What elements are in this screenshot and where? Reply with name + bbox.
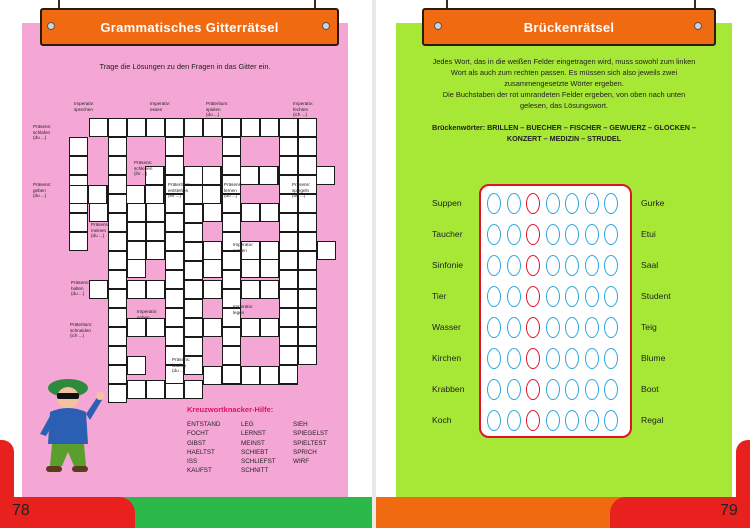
letter-field[interactable]	[565, 348, 579, 369]
page-number: 79	[720, 502, 738, 519]
crossword-cell[interactable]	[184, 380, 203, 399]
crossword-cell[interactable]	[108, 251, 127, 270]
crossword-cell[interactable]	[165, 156, 184, 175]
letter-field[interactable]	[585, 410, 599, 431]
letter-field[interactable]	[604, 348, 618, 369]
crossword-cell[interactable]	[108, 232, 127, 251]
crossword-clue: Präsens: schleben (ihr ...)	[134, 160, 153, 177]
crossword-cell[interactable]	[279, 118, 298, 137]
crossword-cell[interactable]	[279, 327, 298, 346]
crossword-cell[interactable]	[127, 118, 146, 137]
crossword-cell[interactable]	[108, 346, 127, 365]
crossword-clue: Imperativ: essen	[150, 101, 171, 112]
letter-field[interactable]	[546, 224, 560, 245]
crossword-cell[interactable]	[184, 261, 203, 280]
crossword-clue: Imperativ: legen	[233, 304, 254, 315]
bridge-left-word: Koch	[432, 415, 452, 425]
solution-letter-field[interactable]	[526, 410, 540, 431]
crossword-cell[interactable]	[241, 318, 260, 337]
crossword-cell[interactable]	[108, 175, 127, 194]
letter-field[interactable]	[487, 286, 501, 307]
letter-field[interactable]	[604, 286, 618, 307]
bridge-right-word: Gurke	[641, 198, 665, 208]
crossword-cell[interactable]	[279, 346, 298, 365]
crossword-cell[interactable]	[165, 251, 184, 270]
crossword-cell[interactable]	[260, 318, 279, 337]
crossword-cell[interactable]	[127, 259, 146, 278]
letter-field[interactable]	[565, 410, 579, 431]
crossword-clue: Imperativ: werfen	[233, 242, 254, 253]
crossword-cell[interactable]	[184, 337, 203, 356]
crossword-cell[interactable]	[203, 203, 222, 222]
crossword-clue: Präsens: halten (du ...)	[71, 280, 90, 297]
letter-field[interactable]	[565, 317, 579, 338]
crossword-cell[interactable]	[108, 327, 127, 346]
crossword-cell[interactable]	[108, 289, 127, 308]
crossword-cell[interactable]	[184, 223, 203, 242]
crossword-clue: Präsens: kaufen (du ...)	[172, 357, 191, 374]
crossword-clue: Präsens: geben (du ...)	[33, 182, 52, 199]
bridge-left-word: Tier	[432, 291, 447, 301]
crossword-cell[interactable]	[127, 241, 146, 260]
letter-field[interactable]	[487, 193, 501, 214]
crossword-cell[interactable]	[203, 318, 222, 337]
crossword-cell[interactable]	[146, 241, 165, 260]
hint-column-2: LEG LERNST MEINST SCHIEBT SCHLIEFST SCHNITT	[241, 421, 276, 475]
crossword-cell[interactable]	[69, 185, 88, 204]
bridge-right-word: Boot	[641, 384, 659, 394]
crossword-cell[interactable]	[165, 213, 184, 232]
bridge-right-word: Regal	[641, 415, 664, 425]
crossword-cell[interactable]	[222, 137, 241, 156]
bridge-left-word: Wasser	[432, 322, 461, 332]
solution-letter-field[interactable]	[526, 348, 540, 369]
crossword-cell[interactable]	[108, 137, 127, 156]
page-title-plank	[40, 8, 339, 46]
crossword-cell[interactable]	[165, 137, 184, 156]
letter-field[interactable]	[604, 410, 618, 431]
crossword-cell[interactable]	[222, 346, 241, 365]
letter-field[interactable]	[585, 286, 599, 307]
crossword-cell[interactable]	[260, 241, 279, 260]
bridge-right-word: Teig	[641, 322, 657, 332]
crossword-cell[interactable]	[240, 166, 259, 185]
crossword-cell[interactable]	[69, 213, 88, 232]
page-title: Grammatisches Gitterrätsel	[100, 19, 279, 35]
letter-field[interactable]	[546, 410, 560, 431]
letter-field[interactable]	[604, 193, 618, 214]
crossword-cell[interactable]	[260, 280, 279, 299]
crossword-cell[interactable]	[222, 213, 241, 232]
crossword-clue: Präteritum: schneiden (ich ...)	[70, 322, 93, 339]
crossword-cell[interactable]	[260, 259, 279, 278]
corner-accent	[736, 440, 750, 498]
crossword-clue: Präsens: meinen (du ...)	[91, 222, 110, 239]
crossword-cell[interactable]	[260, 118, 279, 137]
solution-letter-field[interactable]	[526, 286, 540, 307]
letter-field[interactable]	[487, 255, 501, 276]
crossword-cell[interactable]	[222, 365, 241, 384]
hint-column-3: SIEH SPIEGELST SPIELTEST SPRICH WIRF	[293, 421, 328, 466]
crossword-cell[interactable]	[184, 204, 203, 223]
bridge-left-word: Suppen	[432, 198, 462, 208]
letter-field[interactable]	[604, 224, 618, 245]
solution-letter-field[interactable]	[526, 379, 540, 400]
crossword-cell[interactable]	[298, 289, 317, 308]
letter-field[interactable]	[585, 348, 599, 369]
crossword-cell[interactable]	[279, 308, 298, 327]
crossword-cell[interactable]	[279, 289, 298, 308]
crossword-cell[interactable]	[222, 251, 241, 270]
crossword-cell[interactable]	[184, 280, 203, 299]
letter-field[interactable]	[585, 317, 599, 338]
crossword-cell[interactable]	[127, 318, 146, 337]
crossword-cell[interactable]	[108, 270, 127, 289]
letter-field[interactable]	[604, 379, 618, 400]
crossword-cell[interactable]	[108, 156, 127, 175]
crossword-cell[interactable]	[203, 259, 222, 278]
crossword-cell[interactable]	[202, 166, 221, 185]
crossword-clue: Präteritum: entstehen (es ...)	[168, 182, 191, 199]
crossword-cell[interactable]	[89, 280, 108, 299]
crossword-cell[interactable]	[146, 280, 165, 299]
bridge-left-word: Kirchen	[432, 353, 462, 363]
crossword-cell[interactable]	[203, 366, 222, 385]
crossword-cell[interactable]	[298, 346, 317, 365]
crossword-cell[interactable]	[69, 156, 88, 175]
bridge-instruction: Jedes Wort, das in die weißen Felder eingetragen wird, muss sowohl zum linken Wort als auch zum rechten passen. Es müssen sich also jeweils zwei zusammengesetzte Wörter ergeben. Die Buchstaben der rot umrandeten Felder ergeben, von oben nach unten gelesen, das Lösungswort.	[432, 57, 696, 110]
crossword-cell[interactable]	[69, 137, 88, 156]
nail-icon	[322, 22, 330, 30]
letter-field[interactable]	[565, 193, 579, 214]
bridge-right-word: Student	[641, 291, 671, 301]
crossword-cell[interactable]	[108, 194, 127, 213]
nail-icon	[694, 22, 702, 30]
letter-field[interactable]	[487, 410, 501, 431]
crossword-cell[interactable]	[241, 366, 260, 385]
crossword-cell[interactable]	[146, 380, 165, 399]
page-title-plank	[422, 8, 716, 46]
crossword-cell[interactable]	[259, 166, 278, 185]
crossword-cell[interactable]	[165, 327, 184, 346]
bridge-left-word: Sinfonie	[432, 260, 464, 270]
letter-field[interactable]	[565, 255, 579, 276]
crossword-cell[interactable]	[260, 366, 279, 385]
crossword-cell[interactable]	[298, 232, 317, 251]
crossword-cell[interactable]	[203, 241, 222, 260]
letter-field[interactable]	[507, 286, 521, 307]
letter-field[interactable]	[585, 379, 599, 400]
crossword-cell[interactable]	[108, 365, 127, 384]
crossword-cell[interactable]	[279, 213, 298, 232]
crossword-cell[interactable]	[203, 280, 222, 299]
crossword-cell[interactable]	[108, 384, 127, 403]
letter-field[interactable]	[507, 348, 521, 369]
crossword-cell[interactable]	[108, 213, 127, 232]
crossword-cell[interactable]	[165, 289, 184, 308]
crossword-cell[interactable]	[108, 308, 127, 327]
crossword-cell[interactable]	[241, 280, 260, 299]
crossword-cell[interactable]	[298, 308, 317, 327]
letter-field[interactable]	[585, 193, 599, 214]
letter-field[interactable]	[546, 255, 560, 276]
crossword-cell[interactable]	[89, 118, 108, 137]
letter-field[interactable]	[487, 348, 501, 369]
letter-field[interactable]	[507, 255, 521, 276]
crossword-cell[interactable]	[127, 203, 146, 222]
crossword-cell[interactable]	[241, 118, 260, 137]
crossword-cell[interactable]	[298, 156, 317, 175]
crossword-cell[interactable]	[184, 299, 203, 318]
letter-field[interactable]	[507, 193, 521, 214]
letter-field[interactable]	[546, 379, 560, 400]
crossword-cell[interactable]	[127, 380, 146, 399]
solution-letter-field[interactable]	[526, 193, 540, 214]
letter-field[interactable]	[487, 379, 501, 400]
letter-field[interactable]	[565, 379, 579, 400]
crossword-cell[interactable]	[298, 118, 317, 137]
crossword-cell[interactable]	[165, 232, 184, 251]
bridge-word-list: Brückenwörter: BRILLEN – BUECHER – FISCHER – GEWUERZ – GLOCKEN – KONZERT – MEDIZIN – STRUDEL	[432, 123, 696, 143]
bridge-left-word: Krabben	[432, 384, 465, 394]
letter-field[interactable]	[604, 255, 618, 276]
solution-letter-field[interactable]	[526, 255, 540, 276]
thief-illustration	[28, 368, 108, 480]
crossword-cell[interactable]	[222, 327, 241, 346]
crossword-clue: Präsens: spiegeln (du ...)	[292, 182, 311, 199]
crossword-cell[interactable]	[165, 270, 184, 289]
letter-field[interactable]	[585, 224, 599, 245]
crossword-cell[interactable]	[279, 232, 298, 251]
crossword-cell[interactable]	[146, 203, 165, 222]
bridge-right-word: Blume	[641, 353, 666, 363]
nail-icon	[47, 22, 55, 30]
letter-field[interactable]	[487, 224, 501, 245]
letter-field[interactable]	[507, 410, 521, 431]
crossword-cell[interactable]	[146, 222, 165, 241]
crossword-cell[interactable]	[241, 203, 260, 222]
crossword-instruction: Trage die Lösungen zu den Fragen in das Gitter ein.	[99, 62, 271, 71]
crossword-cell[interactable]	[298, 137, 317, 156]
crossword-cell[interactable]	[279, 365, 298, 384]
bridge-right-word: Etui	[641, 229, 656, 239]
hint-column-1: ENTSTAND FOCHT GIBST HAELTST ISS KAUFST	[187, 421, 221, 475]
crossword-cell[interactable]	[184, 242, 203, 261]
bridge-left-word: Taucher	[432, 229, 463, 239]
crossword-cell[interactable]	[88, 185, 107, 204]
letter-field[interactable]	[546, 348, 560, 369]
crossword-cell[interactable]	[89, 203, 108, 222]
crossword-clue: Präsens: schlafen (du ...)	[33, 124, 52, 141]
crossword-cell[interactable]	[298, 270, 317, 289]
nail-icon	[434, 22, 442, 30]
letter-field[interactable]	[546, 317, 560, 338]
crossword-cell[interactable]	[316, 166, 335, 185]
solution-letter-field[interactable]	[526, 317, 540, 338]
crossword-cell[interactable]	[279, 137, 298, 156]
crossword-cell[interactable]	[165, 308, 184, 327]
letter-field[interactable]	[604, 317, 618, 338]
letter-field[interactable]	[565, 224, 579, 245]
crossword-cell[interactable]	[241, 259, 260, 278]
hint-title: Kreuzwortknacker-Hilfe:	[187, 405, 274, 414]
crossword-cell[interactable]	[146, 118, 165, 137]
page-number: 78	[12, 502, 30, 519]
crossword-cell[interactable]	[127, 356, 146, 375]
letter-field[interactable]	[565, 286, 579, 307]
letter-field[interactable]	[507, 224, 521, 245]
letter-field[interactable]	[487, 317, 501, 338]
crossword-cell[interactable]	[279, 156, 298, 175]
crossword-cell[interactable]	[165, 118, 184, 137]
letter-field[interactable]	[585, 255, 599, 276]
letter-field[interactable]	[507, 317, 521, 338]
crossword-cell[interactable]	[222, 270, 241, 289]
crossword-clue: Imperativ: fechten (ich ...)	[293, 101, 314, 118]
corner-accent	[0, 440, 14, 498]
letter-field[interactable]	[507, 379, 521, 400]
crossword-cell[interactable]	[126, 185, 145, 204]
crossword-cell[interactable]	[203, 118, 222, 137]
crossword-cell[interactable]	[127, 222, 146, 241]
crossword-cell[interactable]	[184, 118, 203, 137]
crossword-clue: Imperativ: sehen	[137, 309, 158, 320]
letter-field[interactable]	[546, 193, 560, 214]
crossword-cell[interactable]	[127, 280, 146, 299]
crossword-cell[interactable]	[69, 232, 88, 251]
crossword-cell[interactable]	[298, 327, 317, 346]
crossword-cell[interactable]	[279, 270, 298, 289]
crossword-cell[interactable]	[317, 241, 336, 260]
crossword-cell[interactable]	[146, 318, 165, 337]
crossword-clue: Imperativ: sprechen	[74, 101, 95, 112]
crossword-cell[interactable]	[260, 203, 279, 222]
crossword-clue: Präsens: lernen (du ...)	[224, 182, 243, 199]
letter-field[interactable]	[546, 286, 560, 307]
page-title: Brückenrätsel	[523, 19, 615, 35]
crossword-cell[interactable]	[298, 213, 317, 232]
crossword-cell[interactable]	[108, 118, 127, 137]
crossword-clue: Präteritum: spielen (du ...)	[206, 101, 229, 118]
crossword-cell[interactable]	[222, 118, 241, 137]
crossword-cell[interactable]	[298, 251, 317, 270]
crossword-cell[interactable]	[184, 318, 203, 337]
crossword-cell[interactable]	[145, 185, 164, 204]
crossword-cell[interactable]	[279, 251, 298, 270]
bridge-right-word: Saal	[641, 260, 659, 270]
solution-letter-field[interactable]	[526, 224, 540, 245]
left-page	[0, 0, 372, 528]
crossword-cell[interactable]	[222, 156, 241, 175]
crossword-cell[interactable]	[202, 185, 221, 204]
